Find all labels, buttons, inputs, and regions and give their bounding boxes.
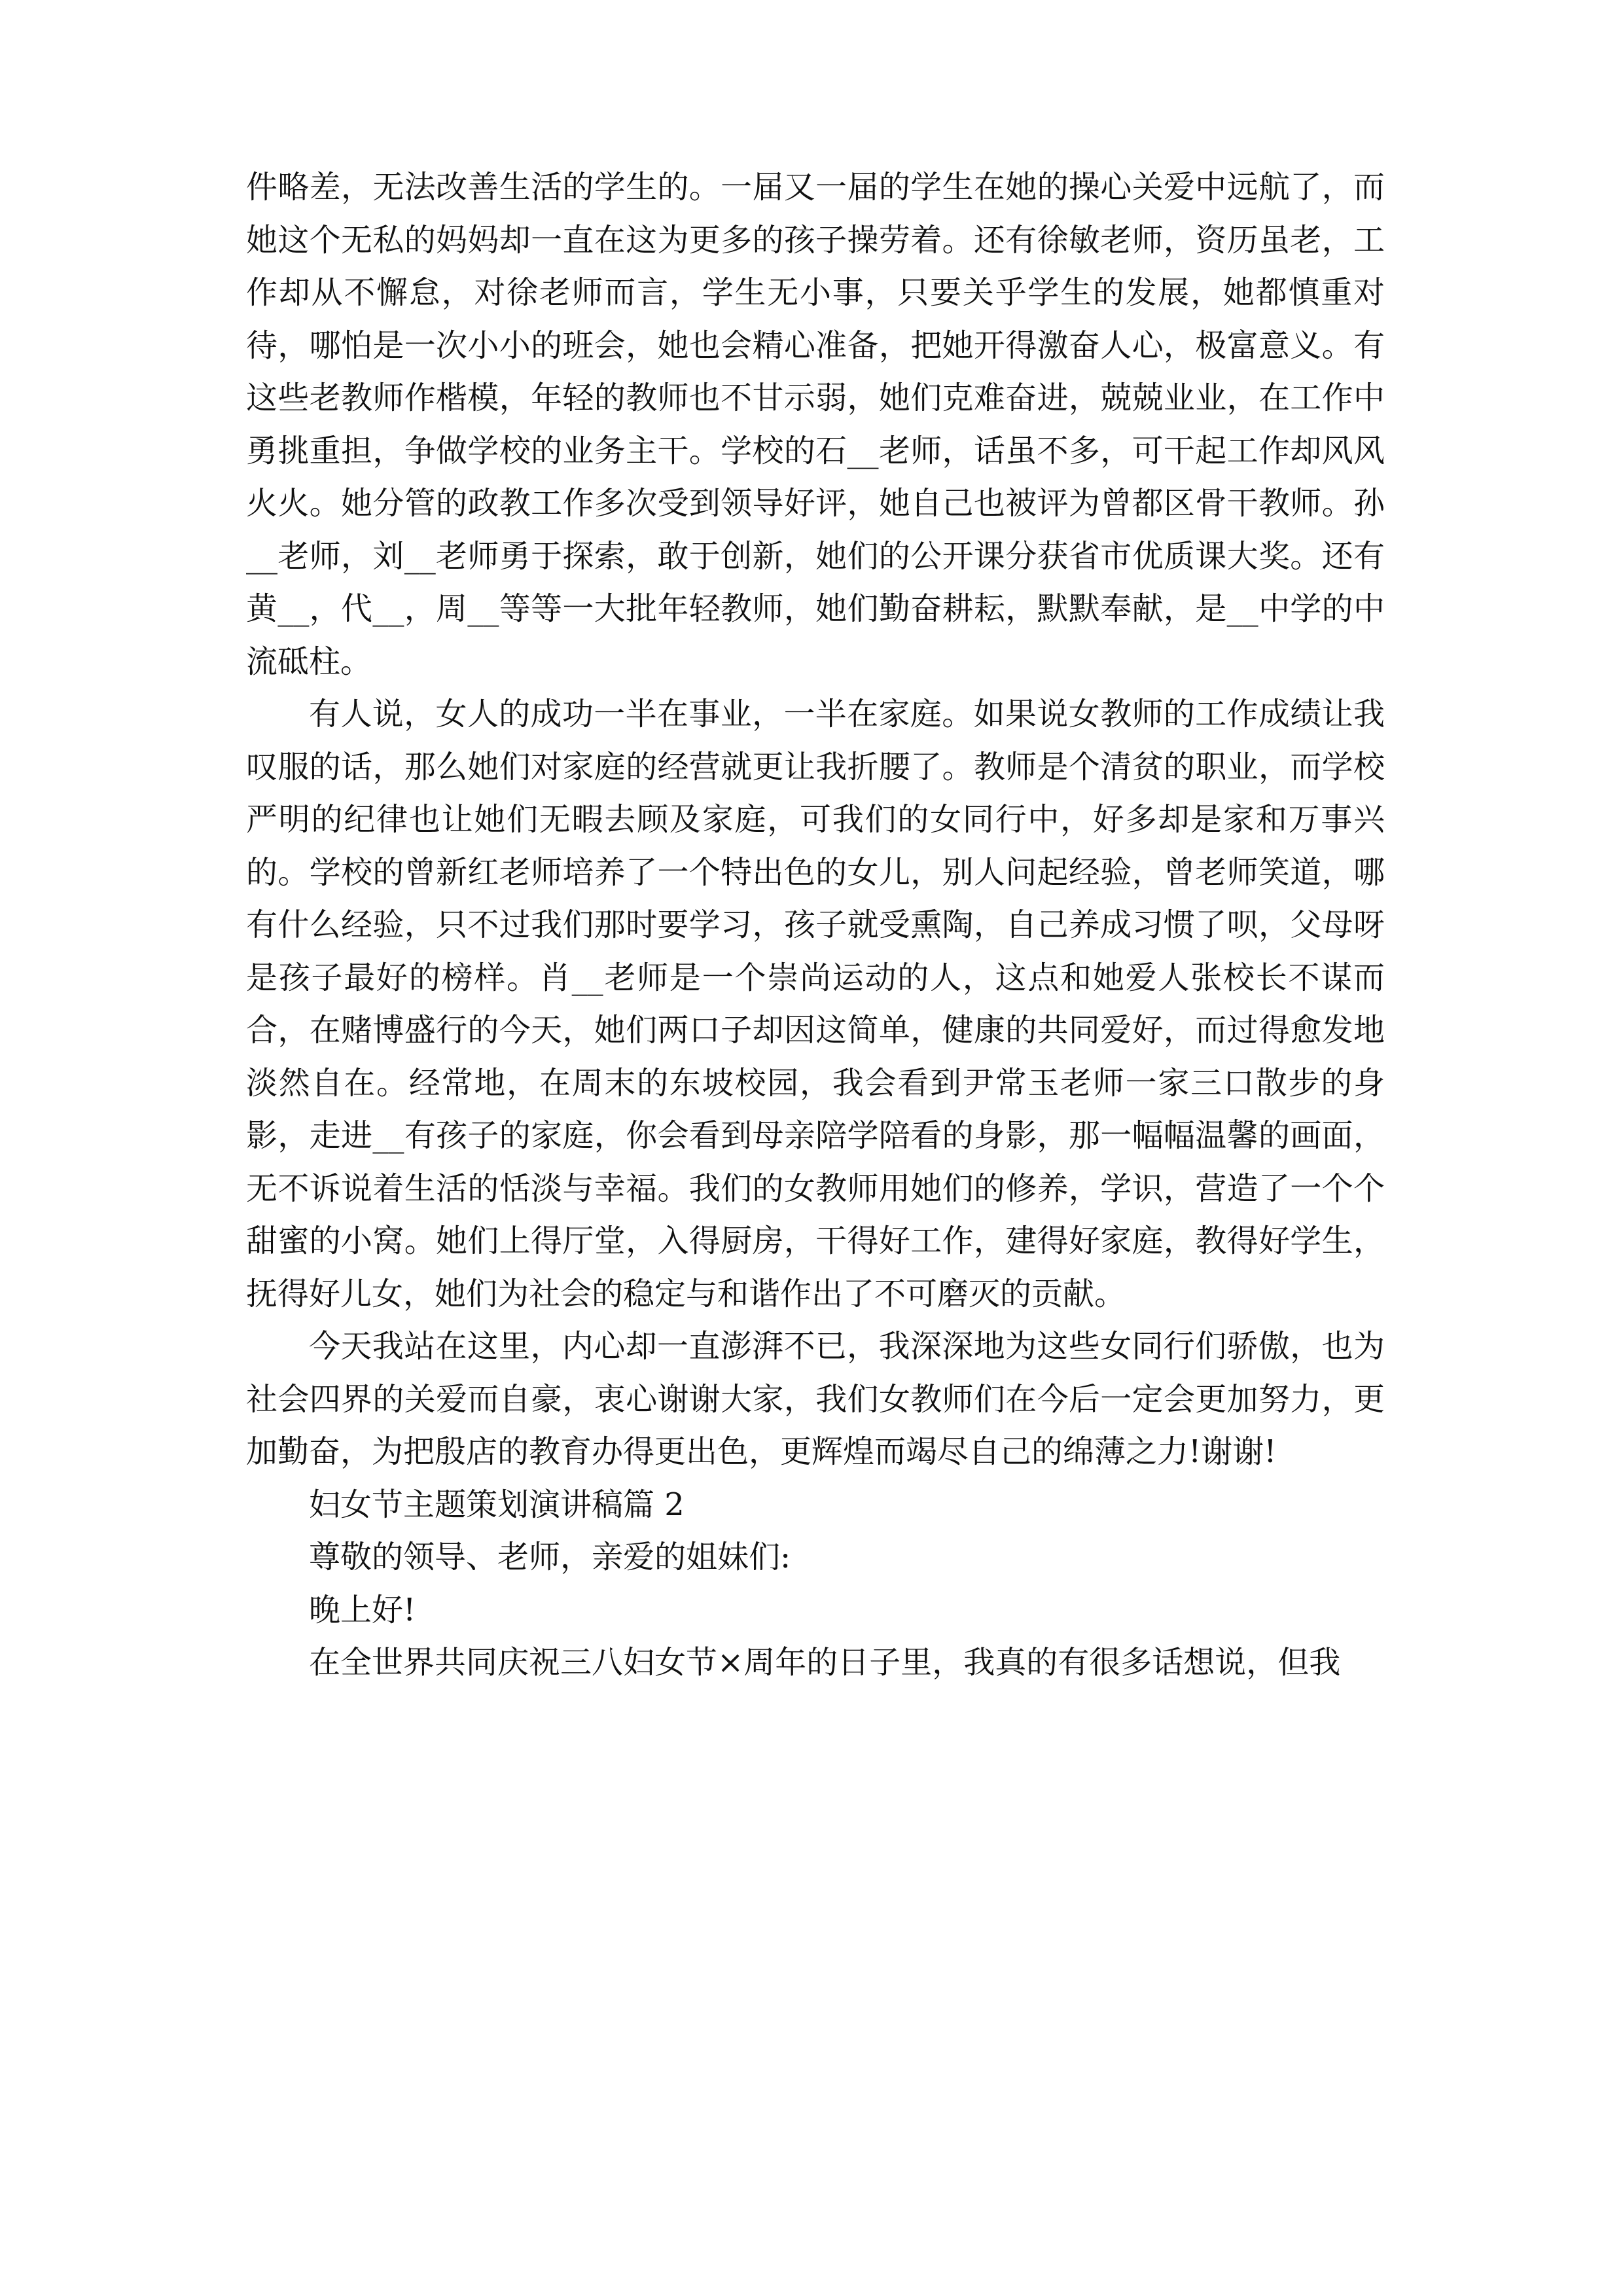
body-paragraph-family: 有人说，女人的成功一半在事业，一半在家庭。如果说女教师的工作成绩让我叹服的话，那么她们对家庭的经营就更让我折腰了。教师是个清贫的职业，而学校严明的纪律也让她们无暇去顾及家庭，可我们的女同行中，好多却是家和万事兴的。学校的曾新红老师培养了一个特出色的女儿，别人问起经验，曾老师笑道，哪有什么经验，只不过我们那时要学习，孩子就受熏陶，自己养成习惯了呗，父母呀是孩子最好的榜样。肖__老师是一个崇尚运动的人，这点和她爱人张校长不谋而合，在赌博盛行的今天，她们两口子却因这简单，健康的共同爱好，而过得愈发地淡然自在。经常地，在周末的东坡校园，我会看到尹常玉老师一家三口散步的身影，走进__有孩子的家庭，你会看到母亲陪学陪看的身影，那一幅幅温馨的画面，无不诉说着生活的恬淡与幸福。我们的女教师用她们的修养，学识，营造了一个个甜蜜的小窝。她们上得厅堂，入得厨房，干得好工作，建得好家庭，教得好学生，抚得好儿女，她们为社会的稳定与和谐作出了不可磨灭的贡献。 — [246, 696, 1385, 1312]
body-paragraph-conclusion: 今天我站在这里，内心却一直澎湃不已，我深深地为这些女同行们骄傲，也为社会四界的关爱而自豪，衷心谢谢大家，我们女教师们在今后一定会更加努力，更加勤奋，为把殷店的教育办得更出色，更辉煌而竭尽自己的绵薄之力!谢谢! — [246, 1328, 1385, 1470]
speech-salutation: 晚上好! — [309, 1591, 416, 1628]
speech-opening-line: 在全世界共同庆祝三八妇女节×周年的日子里，我真的有很多话想说，但我 — [309, 1644, 1341, 1681]
speech-greeting: 尊敬的领导、老师，亲爱的姐妹们: — [309, 1539, 791, 1575]
section-title: 妇女节主题策划演讲稿篇 2 — [309, 1486, 685, 1523]
body-paragraph-continued: 件略差，无法改善生活的学生的。一届又一届的学生在她的操心关爱中远航了，而她这个无私的妈妈却一直在这为更多的孩子操劳着。还有徐敏老师，资历虽老，工作却从不懈怠，对徐老师而言，学生无小事，只要关乎学生的发展，她都慎重对待，哪怕是一次小小的班会，她也会精心准备，把她开得激奋人心，极富意义。有这些老教师作楷模，年轻的教师也不甘示弱，她们克难奋进，兢兢业业，在工作中勇挑重担，争做学校的业务主干。学校的石__老师，话虽不多，可干起工作却风风火火。她分管的政教工作多次受到领导好评，她自己也被评为曾都区骨干教师。孙__老师，刘__老师勇于探索，敢于创新，她们的公开课分获省市优质课大奖。还有黄__，代__，周__等等一大批年轻教师，她们勤奋耕耘，默默奉献，是__中学的中流砥柱。 — [246, 169, 1385, 680]
document-page — [246, 161, 1385, 1689]
